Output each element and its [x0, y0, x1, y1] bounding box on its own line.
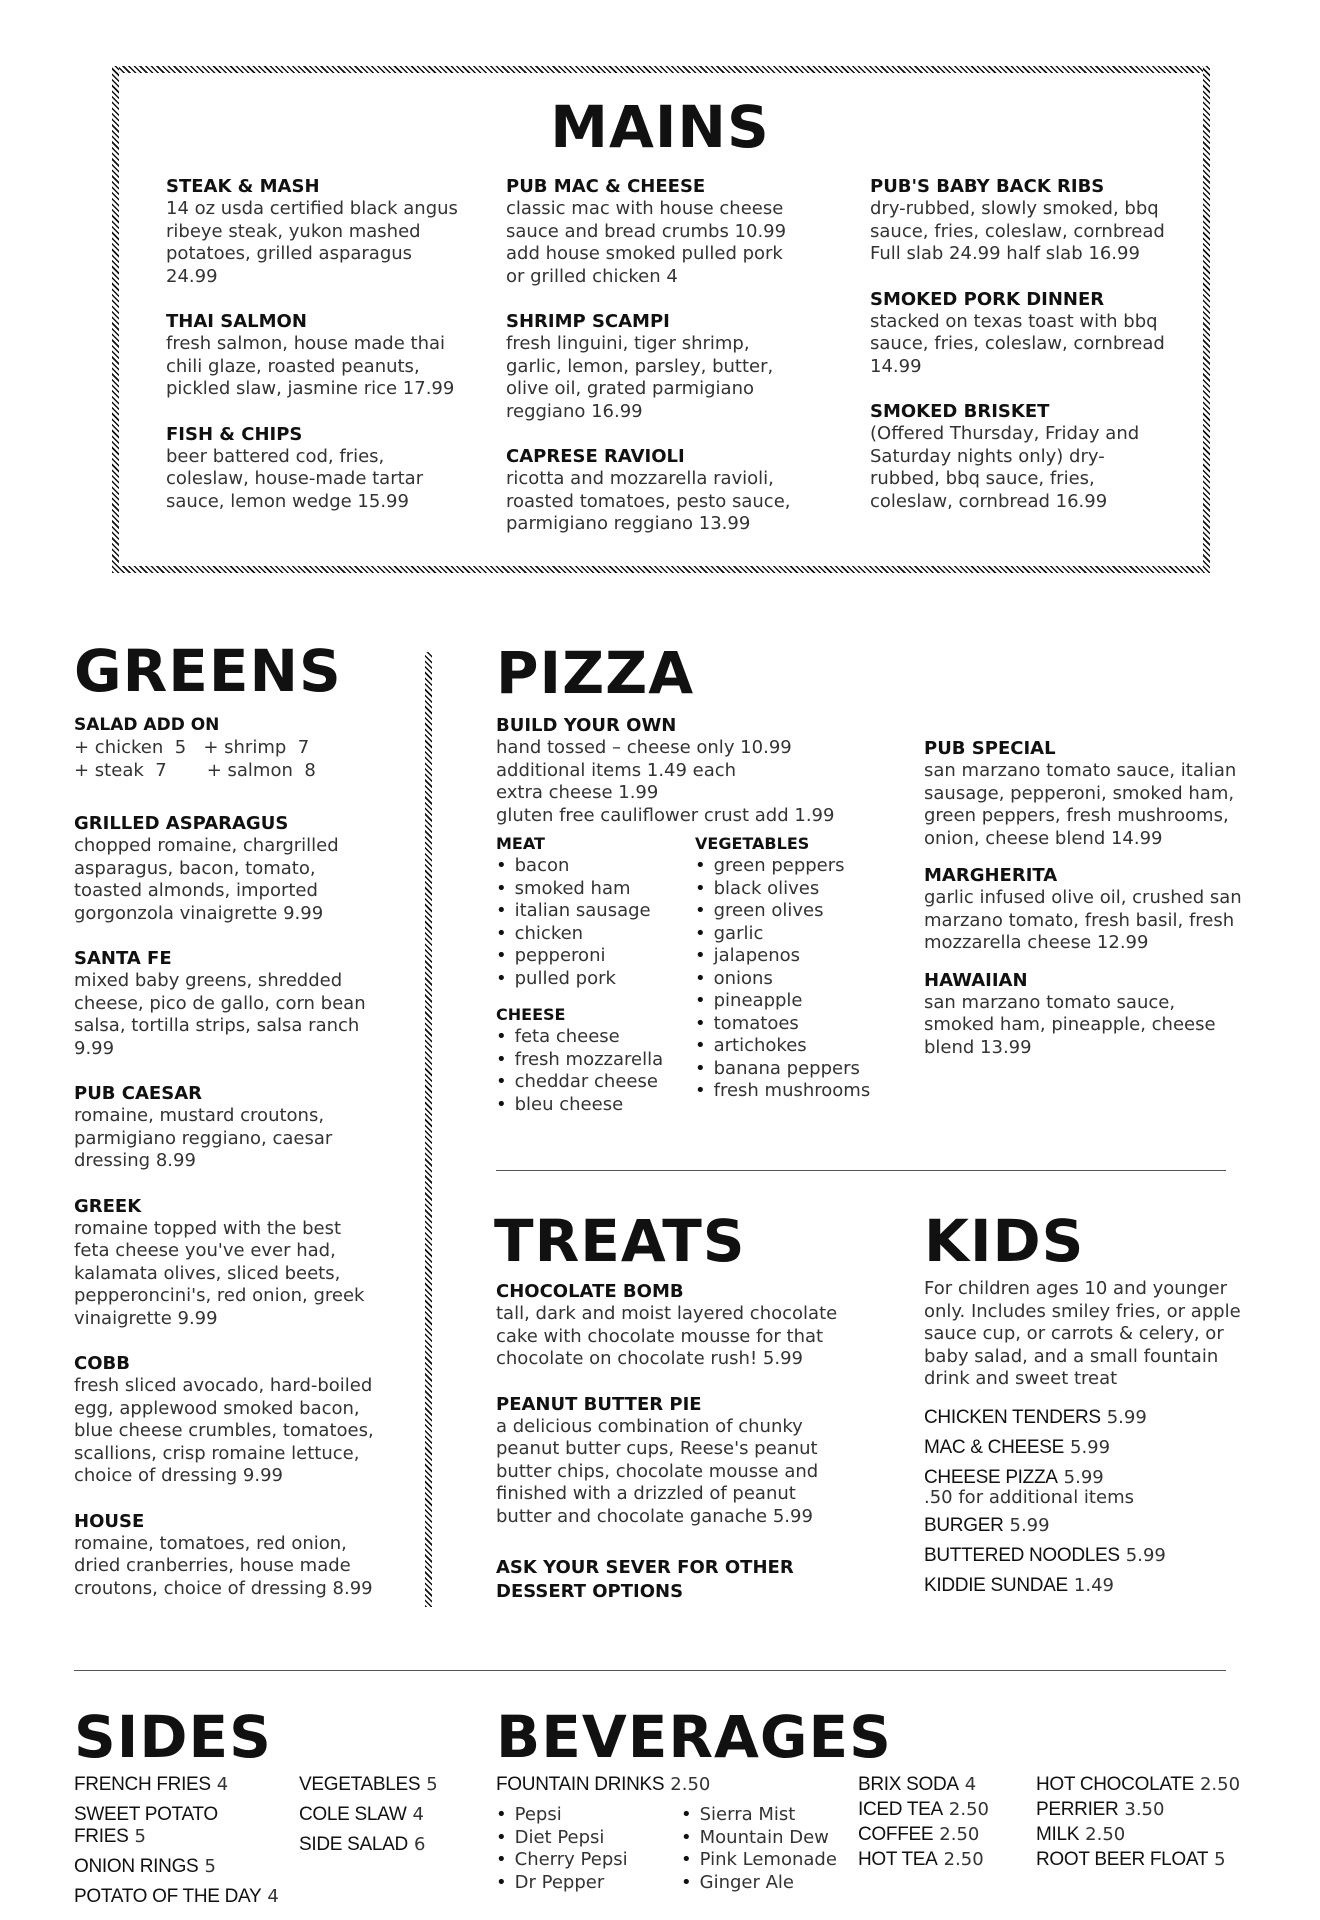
item-price: 5	[1214, 1849, 1226, 1870]
item-name: HOT CHOCOLATE	[1036, 1774, 1194, 1795]
menu-item	[870, 175, 1170, 266]
menu-item	[496, 1280, 856, 1371]
item-name: STEAK & MASH	[166, 176, 320, 197]
fountain-drinks	[496, 1774, 856, 1796]
item-price: 2.50	[670, 1774, 711, 1795]
sides-column-1	[74, 1774, 294, 1916]
item-name: THAI SALMON	[166, 311, 307, 332]
item-price: 4	[964, 1774, 977, 1795]
item-name: PUB SPECIAL	[924, 738, 1056, 759]
item-price: 6	[413, 1834, 426, 1855]
byo-title: BUILD YOUR OWN	[496, 715, 677, 736]
menu-item	[924, 737, 1244, 850]
byo-line: additional items 1.49 each	[496, 759, 737, 781]
cheese-title: CHEESE	[496, 1005, 566, 1024]
item-desc: (Offered Thursday, Friday and Saturday nights only) dry-rubbed, bbq sauce, fries, coleslaw, cornbread 16.99	[870, 423, 1140, 512]
list-item: • Pepsi	[496, 1804, 676, 1827]
list-item: • Pink Lemonade	[681, 1849, 861, 1872]
list-item: • pineapple	[695, 990, 895, 1013]
side-item	[299, 1834, 459, 1856]
item-name: SMOKED BRISKET	[870, 401, 1050, 422]
beverages-title: BEVERAGES	[496, 1703, 892, 1771]
item-desc: romaine, mustard croutons, parmigiano reggiano, caesar dressing 8.99	[74, 1105, 333, 1171]
list-item: • jalapenos	[695, 945, 895, 968]
item-name: ROOT BEER FLOAT	[1036, 1849, 1209, 1870]
menu-item	[74, 812, 374, 925]
menu-item	[924, 864, 1244, 955]
byo-line: extra cheese 1.99	[496, 782, 659, 803]
beverage-item	[1036, 1824, 1256, 1846]
item-name: HOUSE	[74, 1510, 145, 1532]
item-name: SIDE SALAD	[299, 1834, 408, 1855]
item-name: SHRIMP SCAMPI	[506, 311, 670, 332]
list-item: • black olives	[695, 878, 895, 901]
menu-item	[74, 1510, 374, 1601]
item-name: PEANUT BUTTER PIE	[496, 1393, 702, 1415]
item-desc: ricotta and mozzarella ravioli, roasted tomatoes, pesto sauce, parmigiano reggiano 13.99	[506, 468, 791, 534]
item-desc: mixed baby greens, shredded cheese, pico de gallo, corn bean salsa, tortilla strips, salsa ranch 9.99	[74, 970, 366, 1059]
fountain-list-2	[681, 1804, 861, 1894]
item-name: KIDDIE SUNDAE	[924, 1574, 1068, 1596]
item-name: FOUNTAIN DRINKS	[496, 1774, 665, 1795]
menu-item	[74, 1195, 374, 1331]
item-desc: beer battered cod, fries, coleslaw, house-made tartar sauce, lemon wedge 15.99	[166, 445, 424, 512]
item-name: ONION RINGS	[74, 1856, 199, 1877]
veg-list	[695, 855, 895, 1103]
divider-pizza-treats	[496, 1170, 1226, 1171]
kids-item	[924, 1575, 1244, 1597]
menu-item	[166, 175, 466, 288]
item-name: ICED TEA	[858, 1799, 943, 1820]
menu-item	[506, 310, 806, 423]
item-name: CHICKEN TENDERS	[924, 1406, 1101, 1428]
mains-column-1	[166, 175, 466, 535]
item-desc: fresh salmon, house made thai chili glaze, roasted peanuts, pickled slaw, jasmine rice 17.99	[166, 333, 455, 399]
beverage-item	[1036, 1849, 1256, 1871]
list-item: • green olives	[695, 900, 895, 923]
pizza-meat-cheese	[496, 833, 686, 1116]
menu-item	[870, 288, 1170, 379]
pizza-vegetables	[695, 833, 895, 1103]
list-item: • artichokes	[695, 1035, 895, 1058]
item-price: 5	[134, 1826, 146, 1847]
list-item: • cheddar cheese	[496, 1071, 686, 1094]
mains-column-3	[870, 175, 1170, 535]
kids-item	[924, 1545, 1244, 1567]
list-item: • bacon	[496, 855, 686, 878]
menu-item	[924, 969, 1244, 1060]
pizza-title: PIZZA	[496, 639, 695, 707]
item-desc: fresh sliced avocado, hard-boiled egg, applewood smoked bacon, blue cheese crumbles, tomatoes, scallions, crisp romaine lettuce, choice of dressing 9.99	[74, 1375, 374, 1486]
kids-item	[924, 1437, 1244, 1459]
list-item: • onions	[695, 968, 895, 991]
kids-title: KIDS	[924, 1207, 1085, 1275]
list-item: • Dr Pepper	[496, 1872, 676, 1895]
menu-item	[496, 1393, 856, 1529]
addon-line: + steak 7 + salmon 8	[74, 759, 316, 781]
item-price: 4	[216, 1774, 229, 1795]
item-note: .50 for additional items	[924, 1486, 1134, 1508]
list-item: • banana peppers	[695, 1058, 895, 1081]
menu-item	[166, 423, 466, 514]
item-desc: 14 oz usda certified black angus ribeye steak, yukon mashed potatoes, grilled asparagus 24.99	[166, 198, 458, 287]
sides-title: SIDES	[74, 1703, 272, 1771]
item-name: CAPRESE RAVIOLI	[506, 446, 685, 467]
menu-item	[74, 1352, 374, 1488]
kids-column	[924, 1278, 1244, 1605]
item-price: 2.50	[943, 1849, 984, 1870]
side-item	[74, 1886, 294, 1908]
mains-column-2	[506, 175, 806, 558]
beverage-item	[858, 1774, 1028, 1796]
beverage-item	[1036, 1774, 1256, 1796]
list-item: • italian sausage	[496, 900, 686, 923]
item-price: 5.99	[1125, 1544, 1166, 1566]
item-name: MARGHERITA	[924, 865, 1058, 886]
list-item: • Sierra Mist	[681, 1804, 861, 1827]
pizza-specials	[924, 737, 1244, 1081]
item-name: COBB	[74, 1353, 130, 1374]
treats-title: TREATS	[494, 1207, 746, 1275]
item-desc: chopped romaine, chargrilled asparagus, bacon, tomato, toasted almonds, imported gorgonzola vinaigrette 9.99	[74, 835, 339, 924]
list-item: • Mountain Dew	[681, 1827, 861, 1850]
list-item: • garlic	[695, 923, 895, 946]
item-name: PUB MAC & CHEESE	[506, 176, 706, 197]
beverage-item	[858, 1799, 1028, 1821]
item-desc: san marzano tomato sauce, italian sausage, pepperoni, smoked ham, green peppers, fresh mushrooms, onion, cheese blend 14.99	[924, 760, 1237, 849]
side-item	[299, 1774, 459, 1796]
item-name: BURGER	[924, 1514, 1004, 1536]
item-price: 5.99	[1070, 1436, 1111, 1458]
side-item	[74, 1856, 294, 1878]
item-name: SANTA FE	[74, 948, 172, 969]
item-desc: san marzano tomato sauce, smoked ham, pineapple, cheese blend 13.99	[924, 991, 1216, 1058]
byo-line: hand tossed – cheese only 10.99	[496, 737, 792, 758]
item-desc: a delicious combination of chunky peanut butter cups, Reese's peanut butter chips, chocolate mousse and finished with a drizzled of peanut butter and chocolate ganache 5.99	[496, 1415, 819, 1527]
item-desc: classic mac with house cheese sauce and bread crumbs 10.99 add house smoked pulled pork or grilled chicken 4	[506, 198, 787, 287]
item-name: CHEESE PIZZA	[924, 1466, 1058, 1488]
item-price: 2.50	[1085, 1824, 1126, 1845]
sides-column-2	[299, 1774, 459, 1864]
beverage-item	[1036, 1799, 1256, 1821]
item-price: 5.99	[1106, 1406, 1147, 1428]
kids-item	[924, 1467, 1244, 1489]
greens-title: GREENS	[74, 637, 342, 705]
item-price: 5.99	[1063, 1466, 1104, 1488]
pizza-build-your-own	[496, 714, 876, 827]
item-price: 5	[204, 1856, 216, 1877]
side-item	[74, 1804, 294, 1848]
item-name: MAC & CHEESE	[924, 1436, 1064, 1458]
item-name: SMOKED PORK DINNER	[870, 288, 1105, 310]
item-name: COFFEE	[858, 1824, 934, 1845]
greens-column	[74, 714, 374, 1622]
beverage-item	[858, 1849, 1028, 1871]
item-name: BUTTERED NOODLES	[924, 1544, 1120, 1566]
item-desc: romaine, tomatoes, red onion, dried cranberries, house made croutons, choice of dressing 8.99	[74, 1532, 373, 1599]
list-item: • chicken	[496, 923, 686, 946]
item-name: COLE SLAW	[299, 1804, 407, 1825]
item-price: 1.49	[1073, 1574, 1114, 1596]
item-desc: dry-rubbed, slowly smoked, bbq sauce, fries, coleslaw, cornbread Full slab 24.99 half slab 16.99	[870, 198, 1165, 264]
greens-divider	[425, 652, 432, 1607]
item-name: VEGETABLES	[299, 1774, 421, 1795]
item-price: 5.99	[1009, 1514, 1050, 1536]
item-desc: stacked on texas toast with bbq sauce, fries, coleslaw, cornbread 14.99	[870, 310, 1165, 377]
veg-title: VEGETABLES	[695, 834, 810, 853]
item-name: PUB CAESAR	[74, 1083, 202, 1104]
list-item: • fresh mushrooms	[695, 1080, 895, 1103]
item-price: 2.50	[948, 1799, 989, 1820]
kids-item	[924, 1407, 1244, 1429]
item-name: FRENCH FRIES	[74, 1774, 211, 1795]
item-price: 4	[267, 1886, 279, 1907]
menu-item	[506, 175, 806, 288]
meat-title: MEAT	[496, 834, 545, 853]
item-name: PUB'S BABY BACK RIBS	[870, 176, 1105, 197]
addon-title: SALAD ADD ON	[74, 715, 220, 735]
list-item: • Diet Pepsi	[496, 1827, 676, 1850]
mains-border-top	[112, 66, 1210, 73]
side-item	[74, 1774, 294, 1796]
beverages-fountain	[496, 1774, 856, 1893]
beverages-column-3	[858, 1774, 1028, 1874]
kids-intro: For children ages 10 and younger only. Includes smiley fries, or apple sauce cup, or carrots & celery, or baby salad, and a small fountain drink and sweet treat	[924, 1278, 1241, 1389]
list-item: • feta cheese	[496, 1026, 686, 1049]
side-item	[299, 1804, 459, 1826]
kids-list	[924, 1407, 1244, 1597]
item-price: 3.50	[1124, 1799, 1165, 1820]
item-name: MILK	[1036, 1824, 1080, 1845]
list-item: • tomatoes	[695, 1013, 895, 1036]
list-item: • bleu cheese	[496, 1094, 686, 1117]
item-name: HAWAIIAN	[924, 969, 1028, 991]
item-price: 2.50	[1199, 1774, 1241, 1795]
item-name: BRIX SODA	[858, 1774, 959, 1795]
list-item: • fresh mozzarella	[496, 1049, 686, 1072]
item-price: 2.50	[939, 1824, 980, 1845]
menu-item	[506, 445, 806, 536]
addon-line: + chicken 5 + shrimp 7	[74, 737, 310, 758]
dessert-note: ASK YOUR SEVER FOR OTHER DESSERT OPTIONS	[496, 1557, 794, 1602]
item-name: PERRIER	[1036, 1799, 1119, 1820]
item-desc: romaine topped with the best feta cheese you've ever had, kalamata olives, sliced beets, pepperoncini's, red onion, greek vinaigrette 9.99	[74, 1217, 365, 1329]
item-desc: fresh linguini, tiger shrimp, garlic, lemon, parsley, butter, olive oil, grated parmigiano reggiano 16.99	[506, 333, 774, 422]
item-price: 4	[412, 1804, 424, 1825]
item-name: GREEK	[74, 1195, 142, 1217]
list-item: • pepperoni	[496, 945, 686, 968]
item-name: SWEET POTATO FRIES	[74, 1804, 218, 1847]
menu-item	[870, 400, 1170, 513]
item-name: GRILLED ASPARAGUS	[74, 813, 289, 834]
menu-item	[74, 1082, 374, 1173]
fountain-list-1	[496, 1804, 676, 1894]
item-name: HOT TEA	[858, 1849, 938, 1870]
list-item: • pulled pork	[496, 968, 686, 991]
divider-bottom	[74, 1670, 1226, 1671]
list-item: • Cherry Pepsi	[496, 1849, 676, 1872]
meat-list	[496, 855, 686, 990]
beverages-column-4	[1036, 1774, 1256, 1874]
item-name: FISH & CHIPS	[166, 423, 303, 445]
item-name: CHOCOLATE BOMB	[496, 1281, 684, 1302]
item-price: 5	[426, 1774, 438, 1795]
byo-line: gluten free cauliflower crust add 1.99	[496, 804, 835, 826]
list-item: • Ginger Ale	[681, 1872, 861, 1895]
cheese-list	[496, 1026, 686, 1116]
kids-item	[924, 1515, 1244, 1537]
treats-column	[496, 1280, 856, 1604]
menu-item	[166, 310, 466, 401]
list-item: • green peppers	[695, 855, 895, 878]
beverage-item	[858, 1824, 1028, 1846]
item-desc: garlic infused olive oil, crushed san marzano tomato, fresh basil, fresh mozzarella cheese 12.99	[924, 887, 1242, 953]
list-item: • smoked ham	[496, 878, 686, 901]
mains-border-bottom	[112, 566, 1210, 573]
mains-title: MAINS	[550, 93, 770, 161]
item-desc: tall, dark and moist layered chocolate cake with chocolate mousse for that chocolate on chocolate rush! 5.99	[496, 1303, 838, 1369]
menu-item	[74, 947, 374, 1060]
salad-add-on	[74, 714, 374, 782]
item-name: POTATO OF THE DAY	[74, 1886, 262, 1907]
